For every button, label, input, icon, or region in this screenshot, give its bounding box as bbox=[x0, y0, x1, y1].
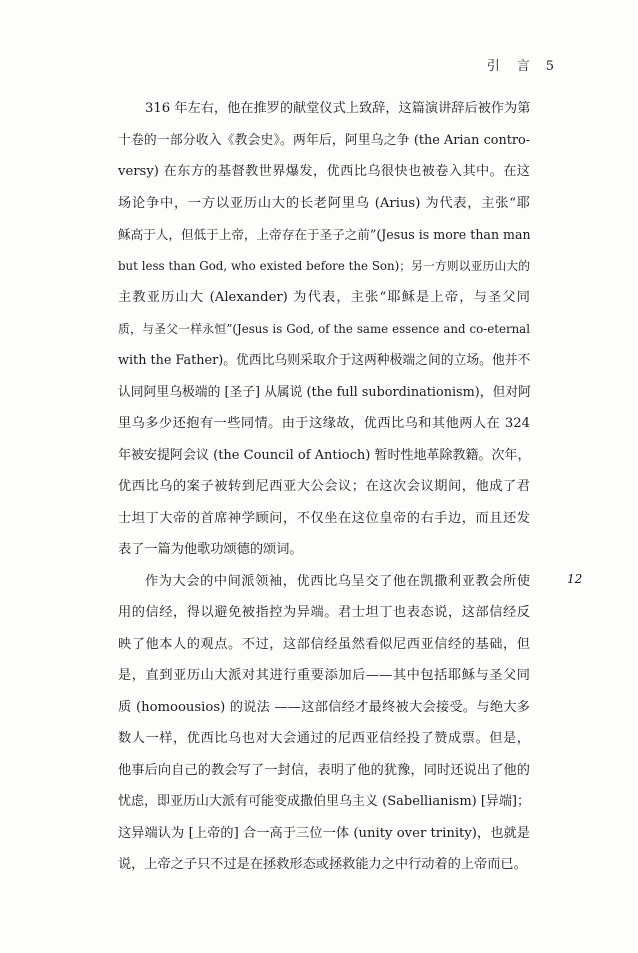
text-line: 稣高于人，但低于上帝，上帝存在于圣子之前”(Jesus is more than man bbox=[118, 227, 531, 242]
text-line: 他事后向自己的教会写了一封信，表明了他的犹豫，同时还说出了他的 bbox=[118, 762, 530, 778]
text-line: 士坦丁大帝的首席神学顾问，不仅坐在这位皇帝的右手边，而且还发 bbox=[118, 510, 530, 526]
text-line: 年被安提阿会议 (the Council of Antioch) 暂时性地革除教籍。次年， bbox=[118, 447, 531, 463]
header-label: 引 言 bbox=[486, 59, 532, 74]
text-line: 作为大会的中间派领袖，优西比乌呈交了他在凯撒利亚教会所使 bbox=[145, 573, 530, 589]
text-line: 忧虑，即亚历山大派有可能变成撒伯里乌主义 (Sabellianism) [异端]； bbox=[118, 794, 530, 809]
margin-page-ref: 12 bbox=[567, 572, 583, 586]
text-line: 用的信经，得以避免被指控为异端。君士坦丁也表态说，这部信经反 bbox=[118, 605, 530, 620]
text-line: 十卷的一部分收入《教会史》。两年后，阿里乌之争 (the Arian contro- bbox=[118, 132, 530, 148]
text-line: 316 年左右，他在推罗的献堂仪式上致辞，这篇演讲辞后被作为第 bbox=[145, 101, 531, 116]
text-line: 优西比乌的案子被转到尼西亚大公会议；在这次会议期间，他成了君 bbox=[118, 479, 530, 494]
text-line: 场论争中，一方以亚历山大的长老阿里乌 (Arius) 为代表，主张“耶 bbox=[118, 195, 530, 211]
text-line: versy) 在东方的基督教世界爆发，优西比乌很快也被卷入其中。在这 bbox=[118, 164, 530, 179]
text-line: 映了他本人的观点。不过，这部信经虽然看似尼西亚信经的基础，但 bbox=[118, 636, 530, 652]
text-line: 认同阿里乌极端的 [圣子] 从属说 (the full subordinationism)，但对阿 bbox=[118, 384, 531, 400]
text-line: 质，与圣父一样永恒”(Jesus is God, of the same essence and co-eternal bbox=[118, 321, 530, 336]
page-number: 5 bbox=[545, 59, 556, 74]
text-line: 里乌多少还抱有一些同情。由于这缘故，优西比乌和其他两人在 324 bbox=[118, 416, 530, 431]
text-line: 数人一样，优西比乌也对大会通过的尼西亚信经投了赞成票。但是， bbox=[118, 731, 530, 746]
text-line: 表了一篇为他歌功颂德的颂词。 bbox=[118, 542, 303, 557]
running-header bbox=[487, 55, 556, 74]
text-line: but less than God, who existed before the Son)；另一方则以亚历山大的 bbox=[118, 258, 530, 273]
text-line: 这异端认为 [上帝的] 合一高于三位一体 (unity over trinity)，也就是 bbox=[118, 825, 530, 841]
text-line: 质 (homoousios) 的说法 ——这部信经才最终被大会接受。与绝大多 bbox=[118, 699, 530, 715]
text-line: 是，直到亚历山大派对其进行重要添加后——其中包括耶稣与圣父同 bbox=[118, 668, 530, 683]
text-line: 主教亚历山大 (Alexander) 为代表，主张“耶稣是上帝，与圣父同 bbox=[118, 290, 530, 305]
text-line: with the Father)。优西比乌则采取介于这两种极端之间的立场。他并不 bbox=[118, 353, 531, 368]
body-text bbox=[118, 93, 530, 881]
text-line: 说，上帝之子只不过是在拯救形态或拯救能力之中行动着的上帝而已。 bbox=[118, 857, 527, 872]
